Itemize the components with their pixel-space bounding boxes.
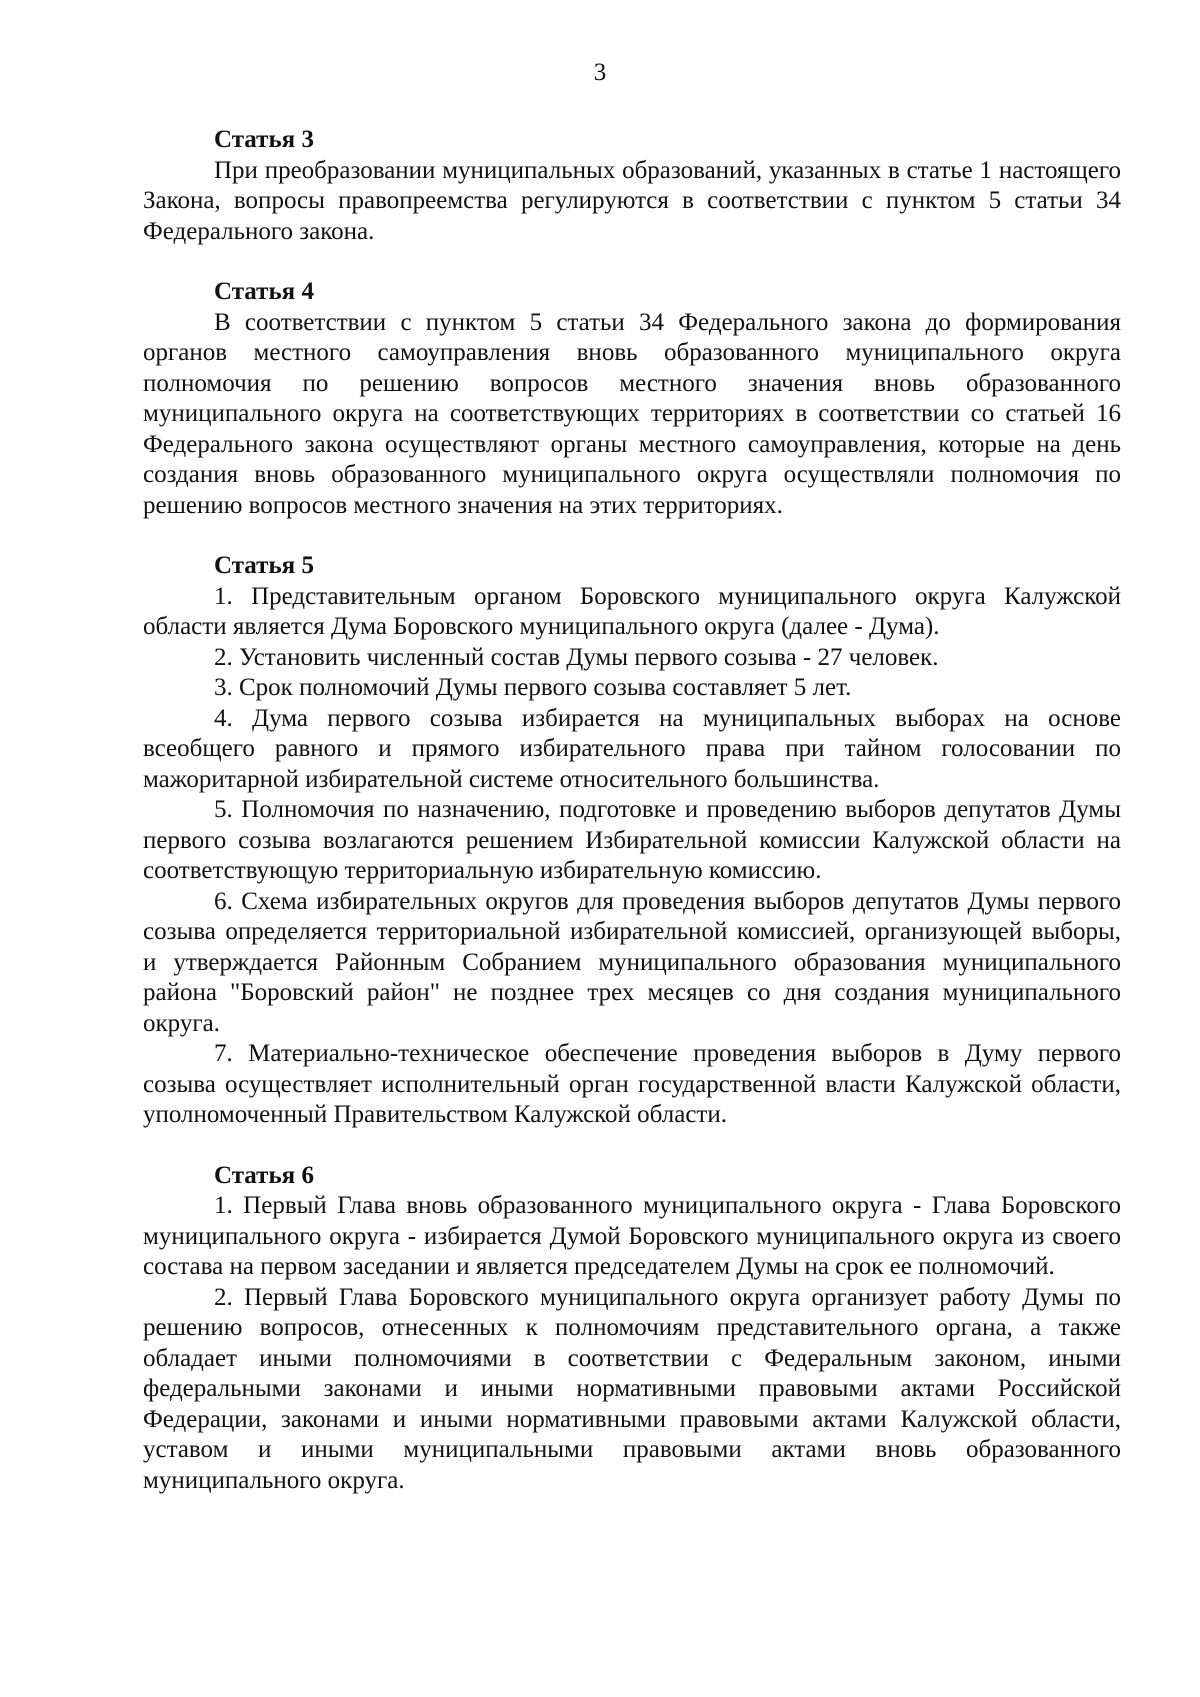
article-paragraph: 2. Установить численный состав Думы первого созыва - 27 человек.: [214, 643, 939, 671]
article-paragraph: В соответствии с пунктом 5 статьи 34 Федерального закона до формирования органов местного самоуправления вновь образованного муниципального округа полномочия по решению вопросов местного значения вновь образованного муниципального округа на соответствующих территориях в соответствии со статьей 16 Федерального закона осуществляют органы местного самоуправления, которые на день создания вновь образованного муниципального округа осуществляли полномочия по решению вопросов местного значения на этих территориях.: [143, 308, 1121, 519]
article-paragraph: 5. Полномочия по назначению, подготовке и проведению выборов депутатов Думы первого созыва возлагаются решением Избирательной комиссии Калужской области на соответствующую территориальную избирательную комиссию.: [143, 796, 1121, 884]
article-paragraph: 3. Срок полномочий Думы первого созыва составляет 5 лет.: [214, 674, 852, 701]
article-paragraph: 2. Первый Глава Боровского муниципального округа организует работу Думы по решению вопросов, отнесенных к полномочиям представительного органа, а также обладает иными полномочиями в соответствии с Федеральным законом, иными федеральными законами и иными нормативными правовыми актами Российской Федерации, законами и иными нормативными правовыми актами Калужской области, уставом и иными муниципальными правовыми актами вновь образованного муниципального округа.: [143, 1283, 1121, 1494]
article-5: [143, 551, 1121, 1131]
document-body: [143, 125, 1121, 1526]
page-number: 3: [593, 59, 607, 86]
article-paragraph: 4. Дума первого созыва избирается на муниципальных выборах на основе всеобщего равного и прямого избирательного права при тайном голосовании по мажоритарной избирательной системе относительного большинства.: [143, 704, 1121, 793]
article-paragraph: 6. Схема избирательных округов для проведения выборов депутатов Думы первого созыва определяется территориальной избирательной комиссией, организующей выборы, и утверждается Районным Собранием муниципального образования муниципального района "Боровский район" не позднее трех месяцев со дня создания муниципального округа.: [143, 887, 1121, 1037]
article-heading: Статья 3: [214, 126, 314, 153]
article-4: [143, 277, 1121, 521]
article-heading: Статья 5: [214, 552, 314, 579]
article-3: [143, 125, 1121, 247]
article-paragraph: 1. Первый Глава вновь образованного муниципального округа - Глава Боровского муниципального округа - избирается Думой Боровского муниципального округа из своего состава на первом заседании и является председателем Думы на срок ее полномочий.: [143, 1192, 1121, 1280]
article-heading: Статья 6: [214, 1161, 314, 1189]
article-paragraph: При преобразовании муниципальных образований, указанных в статье 1 настоящего Закона, вопросы правопреемства регулируются в соответствии с пунктом 5 статьи 34 Федерального закона.: [143, 156, 1121, 245]
article-6: [143, 1161, 1121, 1497]
article-paragraph: 7. Материально-техническое обеспечение проведения выборов в Думу первого созыва осуществляет исполнительный орган государственной власти Калужской области, уполномоченный Правительством Калужской области.: [143, 1040, 1121, 1128]
article-paragraph: 1. Представительным органом Боровского муниципального округа Калужской области является Дума Боровского муниципального округа (далее - Дума).: [143, 582, 1121, 640]
article-heading: Статья 4: [214, 278, 314, 305]
